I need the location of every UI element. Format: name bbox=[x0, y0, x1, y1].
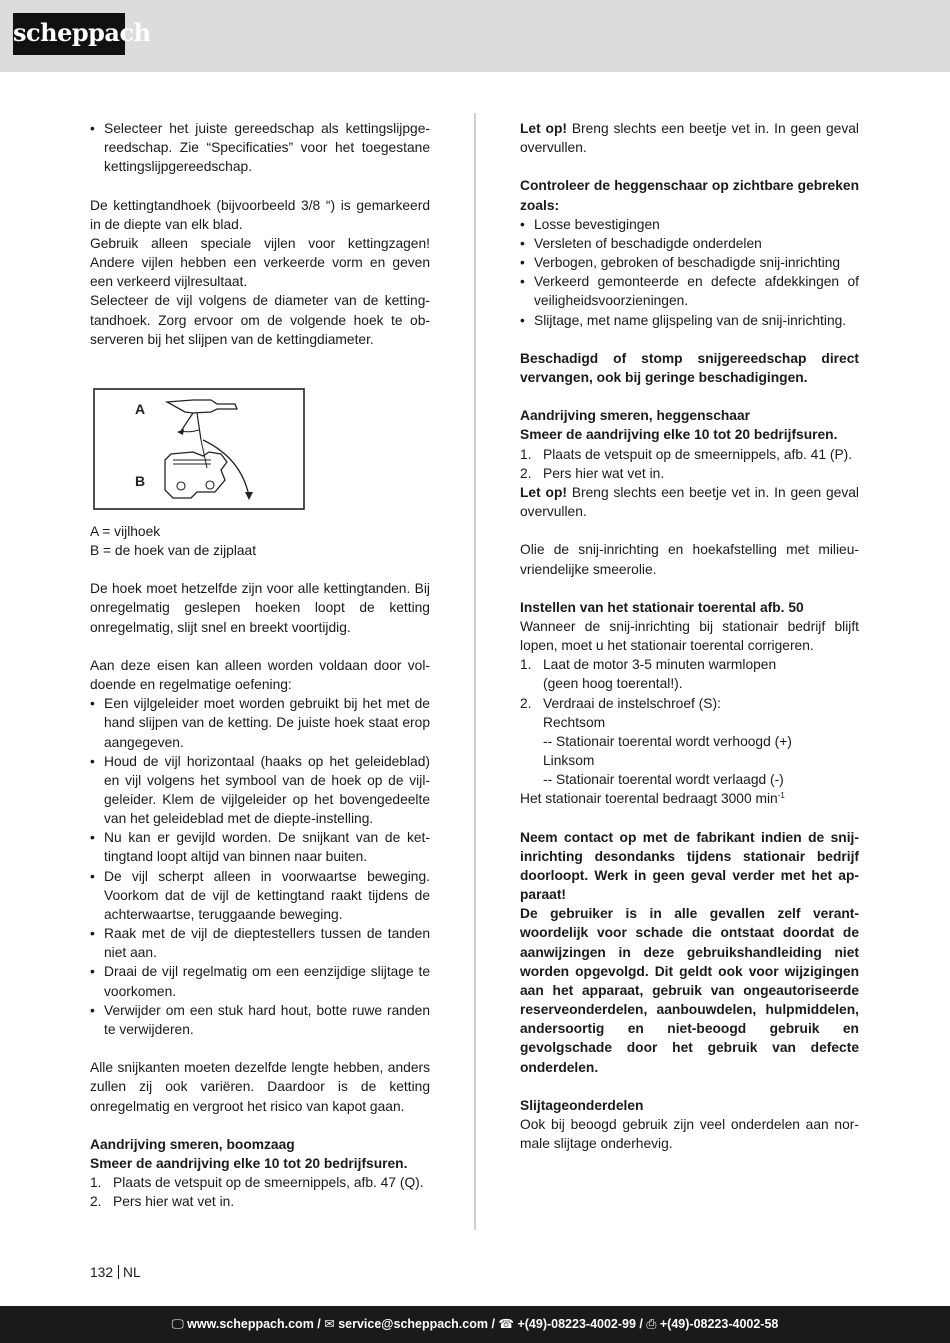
mail-icon: ✉ bbox=[324, 1317, 335, 1331]
left-column bbox=[90, 119, 430, 1211]
practice-list bbox=[90, 694, 430, 1039]
brand-logo: scheppach bbox=[13, 13, 125, 55]
warning: De gebruiker is in alle gevallen zelf verantwoordelijk voor schade die ontstaat doordat de aanwijzingen in deze gebruikshandleiding niet worden opgevolgd. Dit geldt ook voor wijzigingen aan het apparaat, gebruik van ongeautoriseerde reserveonderdelen, aanbouwdelen, hulpmiddelen, andersoortig en niet-beoogd gebruik en gevolgschade door het gebruik van defecte onderdelen. bbox=[520, 906, 859, 1075]
step-detail: Linksom bbox=[543, 753, 595, 769]
computer-icon: 🖵 bbox=[171, 1317, 184, 1331]
paragraph: Ook bij beoogd gebruik zijn veel onderdelen aan normale slijtage onderhevig. bbox=[520, 1117, 859, 1152]
list-item: 2. Pers hier wat vet in. bbox=[520, 465, 665, 481]
list-item: • Houd de vijl horizontaal (haaks op het geleideblad) en vijl volgens het symbool van de hoek op de vijlgeleider. Klem de vijlgeleider op het bovengedeelte van het geleideblad met de diepte-instelling. bbox=[90, 752, 430, 829]
idle-result: Het stationair toerental bedraagt 3000 $\min^{-1}$ bbox=[520, 791, 785, 807]
section-heading: Instellen van het stationair toerental afb. 50 bbox=[520, 599, 804, 615]
section-subheading: Smeer de aandrijving elke 10 tot 20 bedrijfsuren. bbox=[520, 427, 838, 443]
paragraph: De kettingtandhoek (bijvoorbeeld 3/8 “) is gemarkeerd in de diepte van elk blad. bbox=[90, 197, 430, 232]
paragraph: De hoek moet hetzelfde zijn voor alle kettingtanden. Bij onregelmatig geslepen hoeken loopt de ketting onregelmatig, slijt snel en breekt voortijdig. bbox=[90, 581, 430, 635]
figure-label-a: A bbox=[135, 400, 146, 417]
section-subheading: Smeer de aandrijving elke 10 tot 20 bedrijfsuren. bbox=[90, 1155, 408, 1171]
email-link[interactable]: service@scheppach.com bbox=[338, 1317, 488, 1331]
paragraph: Aan deze eisen kan alleen worden voldaan door voldoende en regelmatige oefening: bbox=[90, 657, 430, 693]
list-item: • Raak met de vijl de dieptestellers tussen de tanden niet aan. bbox=[90, 924, 430, 962]
paragraph: Gebruik alleen speciale vijlen voor kettingzagen! Andere vijlen hebben een verkeerde vorm en geven een verkeerd vijlresultaat. bbox=[90, 235, 430, 290]
section-heading: Controleer de heggenschaar op zichtbare gebreken zoals: bbox=[520, 178, 859, 213]
column-divider bbox=[474, 113, 476, 1230]
paragraph: Selecteer de vijl volgens de diameter van de kettingtandhoek. Zorg ervoor om de volgende hoek te observeren bij het slijpen van de kettingdiameter. bbox=[90, 293, 430, 347]
list-item: 2. Verdraai de instelschroef (S): bbox=[520, 695, 721, 711]
list-item: 1. Plaats de vetspuit op de smeernippels, afb. 47 (Q). bbox=[90, 1175, 424, 1191]
list-item: • Nu kan er gevijld worden. De snijkant van de kettingtand loopt altijd van binnen naar buiten. bbox=[90, 828, 430, 866]
idle-steps bbox=[520, 655, 859, 674]
page-number: 132 NL bbox=[90, 1265, 141, 1280]
list-item: • Draai de vijl regelmatig om een eenzijdige slijtage te voorkomen. bbox=[90, 962, 430, 1000]
file-angle-figure bbox=[93, 388, 305, 510]
phone-icon: ☎ bbox=[498, 1317, 514, 1331]
warning: Beschadigd of stomp snijgereedschap direct vervangen, ook bij geringe beschadigingen. bbox=[520, 350, 859, 385]
page-footer: 🖵 www.scheppach.com / ✉ service@scheppach.com / ☎ +(49)-08223-4002-99 / ⎙ +(49)-08223-4002-58 bbox=[0, 1306, 950, 1343]
step-detail: -- Stationair toerental wordt verlaagd (-) bbox=[543, 772, 784, 788]
note: Let op! Breng slechts een beetje vet in. In geen geval overvullen. bbox=[520, 484, 859, 520]
website-link[interactable]: www.scheppach.com bbox=[187, 1317, 314, 1331]
fax-icon: ⎙ bbox=[646, 1317, 657, 1331]
list-item: 2. Pers hier wat vet in. bbox=[90, 1194, 235, 1210]
list-item: 1. Laat de motor 3-5 minuten warmlopen bbox=[520, 657, 777, 673]
note: Let op! Breng slechts een beetje vet in. In geen geval overvullen. bbox=[520, 121, 859, 156]
page-header bbox=[0, 0, 950, 72]
paragraph: Alle snijkanten moeten dezelfde lengte hebben, anders zullen zij ook variëren. Daardoor is de ketting onregelmatig en vergroot het risico van kapot gaan. bbox=[90, 1060, 430, 1114]
lube-steps bbox=[90, 1173, 430, 1211]
section-heading: Slijtageonderdelen bbox=[520, 1097, 644, 1113]
phone-number: +(49)-08223-4002-99 bbox=[517, 1317, 636, 1331]
intro-list bbox=[90, 119, 430, 176]
paragraph: Wanneer de snij-inrichting bij stationair bedrijf blijft lopen, moet u het stationair toerental corrigeren. bbox=[520, 618, 859, 654]
list-item: • Verbogen, gebroken of beschadigde snij-inrichting bbox=[520, 253, 859, 272]
legend-b: B = de hoek van de zijplaat bbox=[90, 543, 257, 559]
figure-label-b: B bbox=[135, 472, 146, 489]
list-item: • Verkeerd gemonteerde en defecte afdekkingen of veiligheidsvoorzieningen. bbox=[520, 272, 859, 310]
list-item: 1. Plaats de vetspuit op de smeernippels, afb. 41 (P). bbox=[520, 446, 853, 462]
list-item: • Slijtage, met name glijspeling van de snij-inrichting. bbox=[520, 311, 859, 330]
step-detail: (geen hoog toerental!). bbox=[543, 676, 683, 692]
list-item: • Een vijlgeleider moet worden gebruikt bij het met de hand slijpen van de ketting. De juiste hoek staat erop aangegeven. bbox=[90, 694, 430, 751]
right-column bbox=[520, 119, 859, 1153]
list-item: • De vijl scherpt alleen in voorwaartse beweging. Voorkom dat de vijl de kettingtand raakt tijdens de achterwaartse, teruggaande beweging. bbox=[90, 867, 430, 924]
legend-a: A = vijlhoek bbox=[90, 523, 161, 539]
list-item: • Selecteer het juiste gereedschap als kettingslijpgereedschap. Zie “Specificaties” voor het toegestane kettingslijpgereedschap. bbox=[90, 119, 430, 176]
fax-number: +(49)-08223-4002-58 bbox=[659, 1317, 779, 1331]
section-heading: Aandrijving smeren, boomzaag bbox=[90, 1136, 295, 1152]
warning: Neem contact op met de fabrikant indien de snijinrichting desondanks tijdens stationair bedrijf doorloopt. Werk in geen geval verder met het apparaat! bbox=[520, 829, 859, 903]
idle-steps bbox=[520, 694, 859, 713]
list-item: • Losse bevestigingen bbox=[520, 215, 859, 234]
step-detail: Rechtsom bbox=[543, 714, 606, 730]
defect-list bbox=[520, 215, 859, 330]
section-heading: Aandrijving smeren, heggenschaar bbox=[520, 408, 751, 424]
chain-tooth-angle-diagram bbox=[93, 388, 305, 510]
step-detail: -- Stationair toerental wordt verhoogd (+) bbox=[543, 733, 792, 749]
list-item: • Versleten of beschadigde onderdelen bbox=[520, 234, 859, 253]
lube-steps bbox=[520, 445, 859, 483]
paragraph: Olie de snij-inrichting en hoekafstelling met milieuvriendelijke smeerolie. bbox=[520, 542, 859, 577]
list-item: • Verwijder om een stuk hard hout, botte ruwe randen te verwijderen. bbox=[90, 1001, 430, 1039]
